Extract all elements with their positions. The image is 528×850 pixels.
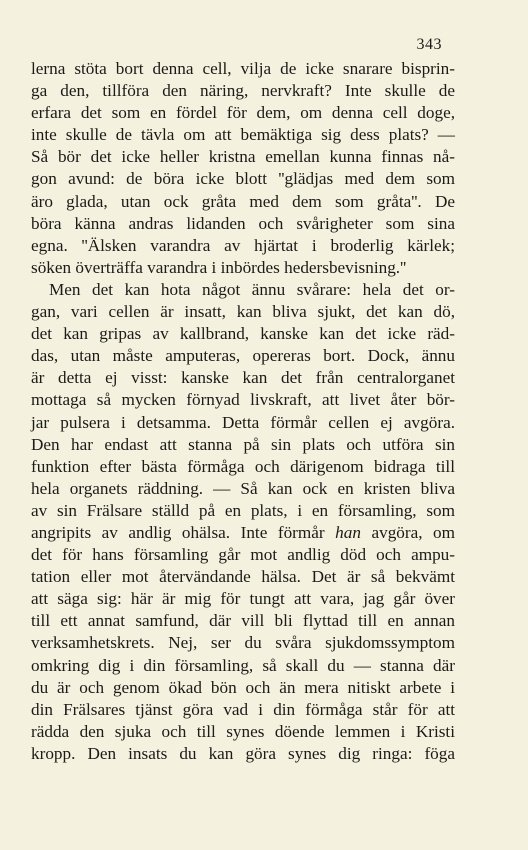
- text-line: omkring dig i din församling, så skall du — stanna där: [31, 655, 455, 675]
- text-line: jar pulsera i detsamma. Detta förmår cellen ej avgöra.: [31, 412, 455, 432]
- text-line: rädda den sjuka och till synes döende lemmen i Kristi: [31, 721, 455, 741]
- text-line: ga den, tillföra den näring, nervkraft? Inte skulle de: [31, 81, 455, 101]
- text-line: du är och genom ökad bön och än mera nitiskt arbete i: [31, 677, 455, 697]
- text-line: kropp. Den insats du kan göra synes dig ringa: föga: [31, 743, 455, 763]
- text-line: av sin Frälsare ställd på en plats, i en församling, som: [31, 500, 455, 520]
- text-line: mottaga så mycken förnyad livskraft, att livet åter bör-: [31, 390, 455, 410]
- text-line: är detta ej visst: kanske kan det från centralorganet: [31, 368, 455, 388]
- text-line: [31, 522, 455, 544]
- text-line: söken överträffa varandra i inbördes hedersbevisning.'': [31, 257, 407, 277]
- text-segment: angripits av andlig ohälsa. Inte förmår: [31, 522, 325, 542]
- text-line: gon avund: de böra icke blott ''glädjas med dem som: [31, 169, 455, 189]
- body-text: [31, 58, 455, 765]
- text-line: hela organets räddning. — Så kan ock en kristen bliva: [31, 478, 455, 498]
- page-number: 343: [416, 36, 442, 53]
- text-line: funktion efter bästa förmåga och därigenom bidraga till: [31, 456, 455, 476]
- text-segment: avgöra, om: [371, 522, 456, 542]
- text-line: lerna stöta bort denna cell, vilja de icke snarare bisprin-: [31, 59, 455, 78]
- text-line: das, utan måste amputeras, opereras bort. Dock, ännu: [31, 346, 455, 366]
- text-line: att säga sig: här är mig för tungt att vara, jag går över: [31, 589, 455, 609]
- text-line: egna. ''Älsken varandra av hjärtat i broderlig kärlek;: [31, 235, 455, 255]
- text-line: det kan gripas av kallbrand, kanske kan det icke räd-: [31, 324, 455, 344]
- text-line: Den har endast att stanna på sin plats och utföra sin: [31, 434, 455, 454]
- text-line: din Frälsares tjänst göra vad i din förmåga står för att: [31, 699, 455, 719]
- text-line: verksamhetskrets. Nej, ser du svåra sjukdomssymptom: [31, 633, 455, 653]
- text-line: gan, vari cellen är insatt, kan bliva sjukt, det kan dö,: [31, 302, 455, 322]
- text-line: Så bör det icke heller kristna emellan kunna finnas nå-: [31, 147, 455, 167]
- italic-word: han: [335, 522, 361, 542]
- text-line: tation eller mot återvändande hälsa. Det är så bekvämt: [31, 567, 455, 587]
- text-line: erfara det som en fördel för dem, om denna cell doge,: [31, 103, 455, 123]
- text-line: inte skulle de tävla om att bemäktiga sig dess plats? —: [31, 125, 455, 145]
- text-line: Men det kan hota något ännu svårare: hela det or-: [49, 279, 455, 299]
- text-line: äro glada, utan ock gråta med dem som gråta''. De: [31, 191, 455, 211]
- text-line: till ett annat samfund, där vill bli flyttad till en annan: [31, 611, 455, 631]
- text-line: det för hans församling går mot andlig död och ampu-: [31, 545, 455, 565]
- text-line: böra känna andras lidanden och svårigheter som sina: [31, 213, 455, 233]
